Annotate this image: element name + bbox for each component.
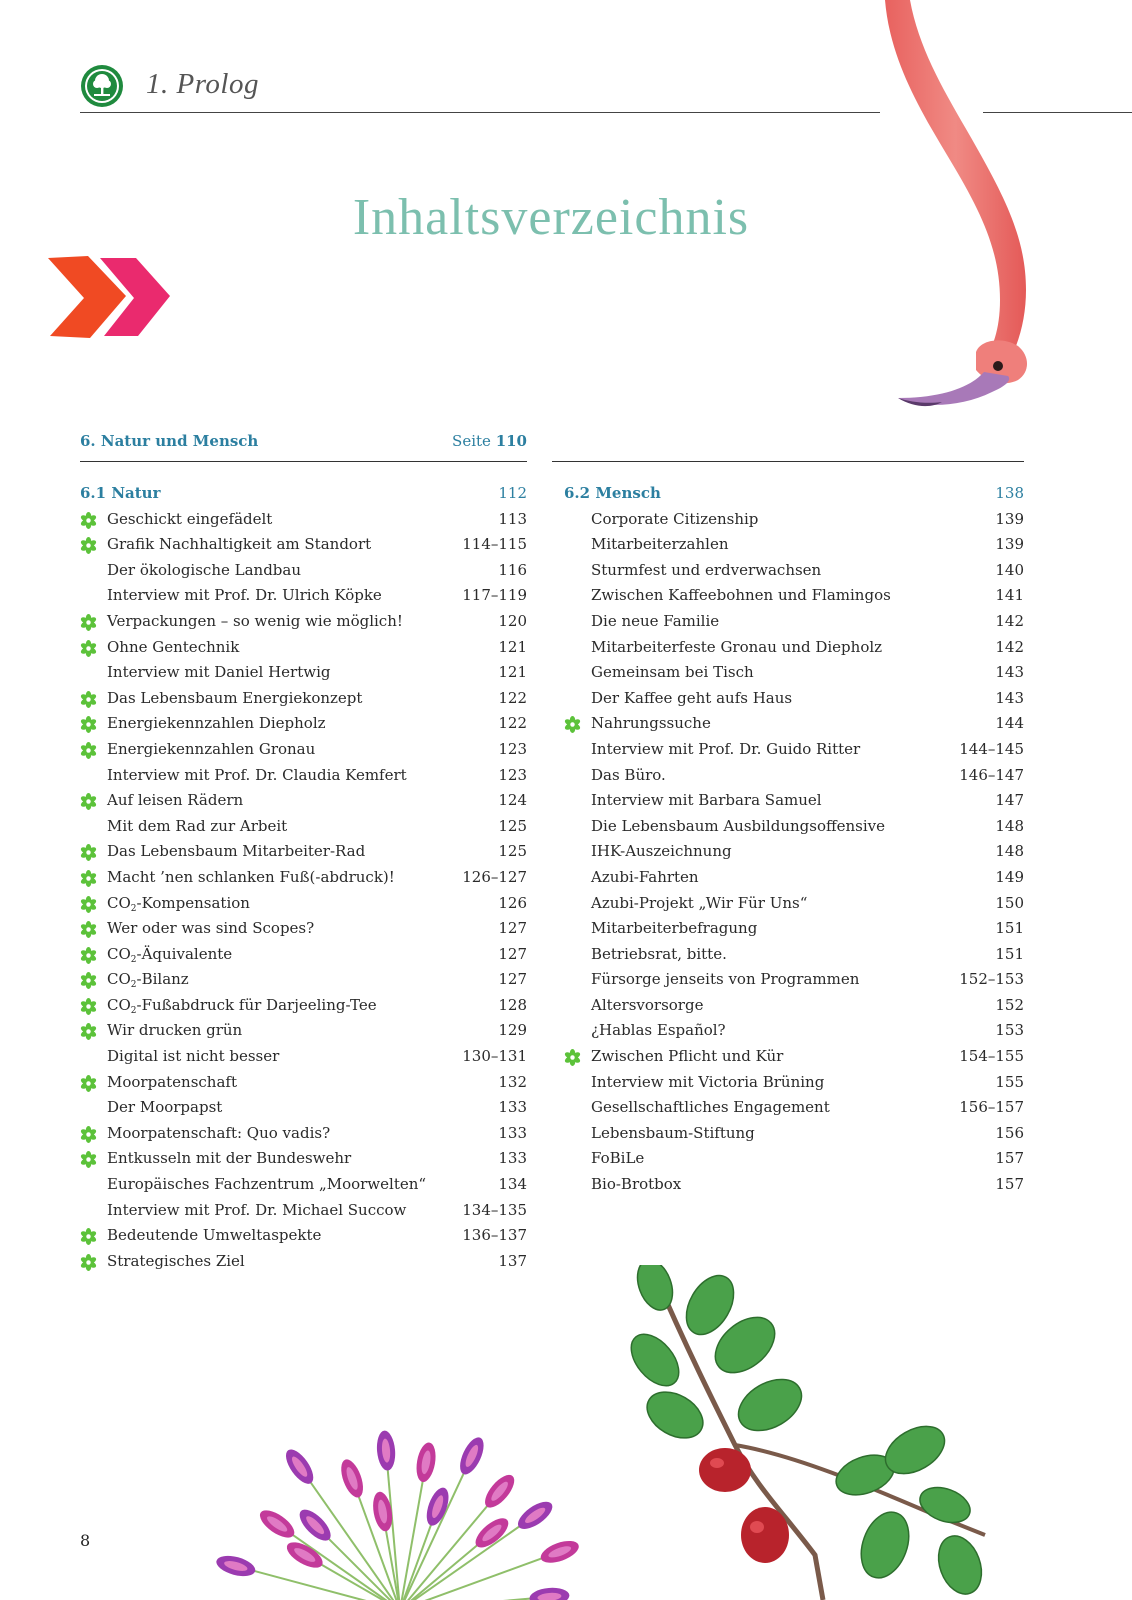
toc-entry-page: 157 bbox=[995, 1175, 1024, 1194]
toc-entry-title: Geschickt eingefädelt bbox=[107, 509, 273, 528]
toc-entry-title: Azubi-Fahrten bbox=[591, 867, 699, 886]
toc-entry-page: 154–155 bbox=[959, 1047, 1024, 1066]
toc-entry-title: Wer oder was sind Scopes? bbox=[107, 919, 315, 938]
rosehip-berry-shape bbox=[741, 1507, 789, 1563]
leaf-shape bbox=[853, 1506, 918, 1585]
toc-entry-title: Energiekennzahlen Gronau bbox=[107, 739, 316, 758]
toc-entry-title: Entkusseln mit der Bundeswehr bbox=[107, 1149, 352, 1168]
section-divider-right bbox=[552, 461, 1024, 462]
toc-entry-page: 134 bbox=[498, 1175, 527, 1194]
rosehip-berry-shape bbox=[699, 1448, 751, 1492]
toc-entry-page: 121 bbox=[498, 663, 527, 682]
toc-entry-title: Das Lebensbaum Mitarbeiter-Rad bbox=[107, 842, 366, 861]
toc-entry-title: Interview mit Victoria Brüning bbox=[591, 1072, 825, 1091]
toc-entry[interactable] bbox=[80, 839, 527, 865]
toc-entry-title: Energiekennzahlen Diepholz bbox=[107, 714, 326, 733]
leaf-shape bbox=[622, 1325, 688, 1394]
toc-entry-page: 155 bbox=[995, 1072, 1024, 1091]
toc-entry-page: 123 bbox=[498, 765, 527, 784]
toc-subheading-title: 6.2 Mensch bbox=[564, 484, 661, 502]
toc-entry[interactable] bbox=[80, 891, 527, 917]
section-page-prefix: Seite bbox=[452, 432, 491, 450]
toc-entry-page: 142 bbox=[995, 611, 1024, 630]
toc-entry-title: Interview mit Barbara Samuel bbox=[591, 791, 822, 810]
green-flower-icon bbox=[80, 1126, 97, 1143]
green-flower-icon bbox=[80, 998, 97, 1015]
toc-entry-page: 148 bbox=[995, 816, 1024, 835]
green-flower-icon bbox=[80, 972, 97, 989]
toc-entry[interactable] bbox=[80, 1249, 527, 1275]
green-flower-icon bbox=[564, 1049, 581, 1066]
toc-entry-page: 117–119 bbox=[462, 586, 527, 605]
toc-entry[interactable] bbox=[80, 788, 527, 814]
toc-entry[interactable] bbox=[564, 942, 1024, 968]
toc-entry-title: Grafik Nachhaltigkeit am Standort bbox=[107, 535, 372, 554]
toc-entry-page: 143 bbox=[995, 663, 1024, 682]
toc-entry-title: Macht ’nen schlanken Fuß(-abdruck)! bbox=[107, 867, 395, 886]
toc-entry-title: $CO_2$-Bilanz bbox=[107, 970, 189, 991]
toc-entry-title: $CO_2$-Äquivalente bbox=[107, 944, 233, 965]
green-flower-icon bbox=[80, 870, 97, 887]
toc-entry-title: IHK-Auszeichnung bbox=[591, 842, 732, 861]
toc-entry-title: Bedeutende Umweltaspekte bbox=[107, 1226, 322, 1245]
toc-entry-title: Zwischen Pflicht und Kür bbox=[591, 1047, 784, 1066]
section-divider-left bbox=[80, 461, 527, 462]
toc-entry[interactable] bbox=[564, 865, 1024, 891]
section-page-ref bbox=[380, 432, 527, 450]
purple-flower-illustration bbox=[210, 1360, 590, 1600]
double-chevron-icon bbox=[44, 256, 174, 340]
header-divider bbox=[80, 112, 880, 113]
toc-entry-title: Fürsorge jenseits von Programmen bbox=[591, 970, 860, 989]
green-flower-icon bbox=[80, 947, 97, 964]
toc-entry-title: Lebensbaum-Stiftung bbox=[591, 1123, 755, 1142]
toc-entry[interactable] bbox=[564, 1146, 1024, 1172]
toc-entry-page: 156 bbox=[995, 1123, 1024, 1142]
toc-entry[interactable] bbox=[564, 1044, 1024, 1070]
toc-entry[interactable] bbox=[80, 1223, 527, 1249]
toc-entry-title: Nahrungssuche bbox=[591, 714, 711, 733]
toc-entry-title: ¿Hablas Español? bbox=[591, 1021, 726, 1040]
flower-umbel-shape bbox=[214, 1430, 581, 1600]
toc-entry-page: 143 bbox=[995, 688, 1024, 707]
toc-entry-page: 151 bbox=[995, 919, 1024, 938]
toc-entry-title: Corporate Citizenship bbox=[591, 509, 759, 528]
flamingo-beak-shape bbox=[898, 372, 1009, 405]
toc-entry-page: 128 bbox=[498, 995, 527, 1014]
toc-entry[interactable] bbox=[80, 532, 527, 558]
toc-entry[interactable] bbox=[564, 1095, 1024, 1121]
toc-entry-page: 142 bbox=[995, 637, 1024, 656]
toc-entry[interactable] bbox=[564, 814, 1024, 840]
rosehip-branch-illustration bbox=[615, 1265, 1005, 1600]
toc-entry[interactable] bbox=[564, 635, 1024, 661]
toc-entry-page: 127 bbox=[498, 944, 527, 963]
chapter-title: 1. Prolog bbox=[146, 68, 259, 100]
toc-entry-title: Sturmfest und erdverwachsen bbox=[591, 560, 822, 579]
toc-entry[interactable] bbox=[564, 737, 1024, 763]
toc-entry-page: 129 bbox=[498, 1021, 527, 1040]
toc-entry-page: 136–137 bbox=[462, 1226, 527, 1245]
toc-entry-title: Digital ist nicht besser bbox=[107, 1047, 280, 1066]
toc-column-natur bbox=[80, 481, 527, 1274]
toc-entry[interactable] bbox=[80, 993, 527, 1019]
toc-entry-title: Altersvorsorge bbox=[591, 995, 704, 1014]
toc-entry-title: Die neue Familie bbox=[591, 611, 720, 630]
toc-entry[interactable] bbox=[80, 507, 527, 533]
toc-entry-page: 148 bbox=[995, 842, 1024, 861]
green-flower-icon bbox=[80, 793, 97, 810]
toc-entry[interactable] bbox=[80, 686, 527, 712]
toc-entry-title: Moorpatenschaft bbox=[107, 1072, 237, 1091]
green-flower-icon bbox=[80, 1075, 97, 1092]
toc-entry[interactable] bbox=[564, 993, 1024, 1019]
flamingo-illustration bbox=[880, 0, 1070, 420]
toc-entry[interactable] bbox=[80, 583, 527, 609]
section-page-number: 110 bbox=[495, 432, 527, 450]
toc-entry-page: 133 bbox=[498, 1149, 527, 1168]
toc-entry-page: 126 bbox=[498, 893, 527, 912]
toc-entry-page: 152 bbox=[995, 995, 1024, 1014]
toc-entry[interactable] bbox=[564, 686, 1024, 712]
toc-entry[interactable] bbox=[80, 1198, 527, 1224]
toc-entry[interactable] bbox=[80, 942, 527, 968]
toc-entry-title: $CO_2$-Kompensation bbox=[107, 893, 250, 914]
toc-entry[interactable] bbox=[80, 1095, 527, 1121]
leaf-shape bbox=[639, 1383, 711, 1448]
toc-entry-page: 139 bbox=[995, 535, 1024, 554]
page-title: Inhaltsverzeichnis bbox=[352, 189, 750, 246]
toc-entry-page: 133 bbox=[498, 1098, 527, 1117]
toc-entry-page: 124 bbox=[498, 791, 527, 810]
section-title: 6. Natur und Mensch bbox=[80, 432, 259, 450]
toc-entry-title: Mitarbeiterzahlen bbox=[591, 535, 729, 554]
toc-entry[interactable] bbox=[564, 660, 1024, 686]
toc-entry-title: Interview mit Prof. Dr. Claudia Kemfert bbox=[107, 765, 407, 784]
toc-column-mensch bbox=[564, 481, 1024, 1198]
green-flower-icon bbox=[80, 1023, 97, 1040]
toc-entry[interactable] bbox=[80, 660, 527, 686]
toc-subheading-natur[interactable] bbox=[80, 481, 527, 507]
toc-entry[interactable] bbox=[80, 865, 527, 891]
toc-entry-title: Gesellschaftliches Engagement bbox=[591, 1098, 830, 1117]
toc-entry-page: 122 bbox=[498, 688, 527, 707]
toc-entry-page: 149 bbox=[995, 867, 1024, 886]
toc-entry[interactable] bbox=[564, 916, 1024, 942]
toc-entry-page: 125 bbox=[498, 816, 527, 835]
toc-subheading-mensch[interactable] bbox=[564, 481, 1024, 507]
toc-entry-page: 134–135 bbox=[462, 1200, 527, 1219]
toc-entry-page: 127 bbox=[498, 919, 527, 938]
toc-entry-title: Das Büro. bbox=[591, 765, 666, 784]
toc-entry-title: Interview mit Prof. Dr. Guido Ritter bbox=[591, 739, 861, 758]
toc-entry-page: 122 bbox=[498, 714, 527, 733]
green-flower-icon bbox=[80, 1151, 97, 1168]
toc-entry[interactable] bbox=[80, 1070, 527, 1096]
toc-entry-title: Der Moorpapst bbox=[107, 1098, 223, 1117]
toc-entry[interactable] bbox=[564, 507, 1024, 533]
leaf-shape bbox=[730, 1369, 811, 1441]
green-flower-icon bbox=[80, 614, 97, 631]
toc-entry-page: 153 bbox=[995, 1021, 1024, 1040]
toc-entry[interactable] bbox=[564, 558, 1024, 584]
toc-entry[interactable] bbox=[80, 737, 527, 763]
green-flower-icon bbox=[80, 896, 97, 913]
toc-entry-title: Azubi-Projekt „Wir Für Uns“ bbox=[591, 893, 808, 912]
toc-entry-page: 140 bbox=[995, 560, 1024, 579]
toc-entry-page: 156–157 bbox=[959, 1098, 1024, 1117]
green-flower-icon bbox=[80, 1228, 97, 1245]
green-flower-icon bbox=[80, 716, 97, 733]
toc-entry[interactable] bbox=[564, 1070, 1024, 1096]
toc-entry[interactable] bbox=[564, 1121, 1024, 1147]
toc-entry-title: FoBiLe bbox=[591, 1149, 645, 1168]
toc-entry-page: 123 bbox=[498, 739, 527, 758]
toc-entry[interactable] bbox=[80, 558, 527, 584]
toc-entry[interactable] bbox=[564, 839, 1024, 865]
toc-entry-title: Der ökologische Landbau bbox=[107, 560, 301, 579]
toc-entry-title: Verpackungen – so wenig wie möglich! bbox=[107, 611, 403, 630]
toc-entry-page: 141 bbox=[995, 586, 1024, 605]
toc-entry-page: 114–115 bbox=[462, 535, 527, 554]
green-flower-icon bbox=[80, 921, 97, 938]
toc-entry-title: Bio-Brotbox bbox=[591, 1175, 682, 1194]
toc-entry[interactable] bbox=[564, 711, 1024, 737]
toc-entry-title: Mitarbeiterbefragung bbox=[591, 919, 758, 938]
flamingo-eye-shape bbox=[993, 361, 1003, 371]
green-flower-icon bbox=[80, 537, 97, 554]
toc-entry-page: 146–147 bbox=[959, 765, 1024, 784]
green-flower-icon bbox=[80, 640, 97, 657]
toc-entry-page: 116 bbox=[498, 560, 527, 579]
toc-entry-page: 126–127 bbox=[462, 867, 527, 886]
toc-entry-title: Das Lebensbaum Energiekonzept bbox=[107, 688, 363, 707]
toc-entry[interactable] bbox=[80, 609, 527, 635]
toc-entry[interactable] bbox=[80, 814, 527, 840]
toc-entry[interactable] bbox=[80, 1172, 527, 1198]
toc-entry-page: 133 bbox=[498, 1123, 527, 1142]
leaf-shape bbox=[915, 1481, 975, 1529]
lebensbaum-logo-icon bbox=[80, 64, 124, 108]
toc-entry-page: 137 bbox=[498, 1251, 527, 1270]
toc-entry-title: Gemeinsam bei Tisch bbox=[591, 663, 754, 682]
toc-entry-title: Mit dem Rad zur Arbeit bbox=[107, 816, 288, 835]
toc-entry-title: Interview mit Prof. Dr. Ulrich Köpke bbox=[107, 586, 382, 605]
toc-entry-title: Die Lebensbaum Ausbildungsoffensive bbox=[591, 816, 886, 835]
toc-entry-title: Betriebsrat, bitte. bbox=[591, 944, 727, 963]
toc-entry-page: 150 bbox=[995, 893, 1024, 912]
toc-entry[interactable] bbox=[564, 532, 1024, 558]
flamingo-neck-shape bbox=[885, 0, 1026, 372]
toc-entry[interactable] bbox=[564, 891, 1024, 917]
page-number: 8 bbox=[80, 1531, 91, 1550]
toc-entry[interactable] bbox=[564, 583, 1024, 609]
toc-entry-page: 139 bbox=[995, 509, 1024, 528]
toc-entry-title: Europäisches Fachzentrum „Moorwelten“ bbox=[107, 1175, 427, 1194]
toc-entry-page: 132 bbox=[498, 1072, 527, 1091]
toc-entry-page: 113 bbox=[498, 509, 527, 528]
toc-subheading-page: 138 bbox=[995, 484, 1024, 502]
toc-entry-page: 147 bbox=[995, 791, 1024, 810]
toc-entry[interactable] bbox=[80, 1044, 527, 1070]
toc-entry-title: Strategisches Ziel bbox=[107, 1251, 245, 1270]
toc-entry[interactable] bbox=[80, 763, 527, 789]
green-flower-icon bbox=[80, 1254, 97, 1271]
toc-entry-page: 152–153 bbox=[959, 970, 1024, 989]
toc-entry-title: Mitarbeiterfeste Gronau und Diepholz bbox=[591, 637, 883, 656]
toc-entry-title: Der Kaffee geht aufs Haus bbox=[591, 688, 793, 707]
toc-entry[interactable] bbox=[564, 763, 1024, 789]
toc-entry[interactable] bbox=[80, 1018, 527, 1044]
green-flower-icon bbox=[80, 512, 97, 529]
toc-entry[interactable] bbox=[80, 1121, 527, 1147]
toc-entry-title: Ohne Gentechnik bbox=[107, 637, 240, 656]
toc-entry-page: 144 bbox=[995, 714, 1024, 733]
green-flower-icon bbox=[80, 691, 97, 708]
toc-entry[interactable] bbox=[564, 1018, 1024, 1044]
green-flower-icon bbox=[80, 844, 97, 861]
toc-entry-title: Zwischen Kaffeebohnen und Flamingos bbox=[591, 586, 891, 605]
toc-entry[interactable] bbox=[80, 967, 527, 993]
toc-entry[interactable] bbox=[80, 711, 527, 737]
toc-entry-page: 120 bbox=[498, 611, 527, 630]
toc-entry[interactable] bbox=[564, 967, 1024, 993]
toc-entry-title: $CO_2$-Fußabdruck für Darjeeling-Tee bbox=[107, 995, 377, 1016]
toc-entry[interactable] bbox=[564, 788, 1024, 814]
toc-entry-page: 144–145 bbox=[959, 739, 1024, 758]
toc-entry-title: Wir drucken grün bbox=[107, 1021, 243, 1040]
toc-entry[interactable] bbox=[564, 1172, 1024, 1198]
toc-entry[interactable] bbox=[80, 635, 527, 661]
toc-entry[interactable] bbox=[80, 1146, 527, 1172]
toc-subheading-page: 112 bbox=[498, 484, 527, 502]
toc-entry-page: 130–131 bbox=[462, 1047, 527, 1066]
toc-entry-page: 121 bbox=[498, 637, 527, 656]
toc-entry-title: Interview mit Daniel Hertwig bbox=[107, 663, 331, 682]
toc-entry-title: Auf leisen Rädern bbox=[107, 791, 244, 810]
toc-subheading-title: 6.1 Natur bbox=[80, 484, 161, 502]
toc-entry[interactable] bbox=[80, 916, 527, 942]
toc-entry[interactable] bbox=[564, 609, 1024, 635]
toc-entry-title: Interview mit Prof. Dr. Michael Succow bbox=[107, 1200, 407, 1219]
toc-entry-page: 157 bbox=[995, 1149, 1024, 1168]
toc-entry-page: 151 bbox=[995, 944, 1024, 963]
toc-entry-title: Moorpatenschaft: Quo vadis? bbox=[107, 1123, 331, 1142]
toc-entry-page: 125 bbox=[498, 842, 527, 861]
toc-entry-page: 127 bbox=[498, 970, 527, 989]
green-flower-icon bbox=[80, 742, 97, 759]
leaf-shape bbox=[931, 1530, 989, 1600]
green-flower-icon bbox=[564, 716, 581, 733]
